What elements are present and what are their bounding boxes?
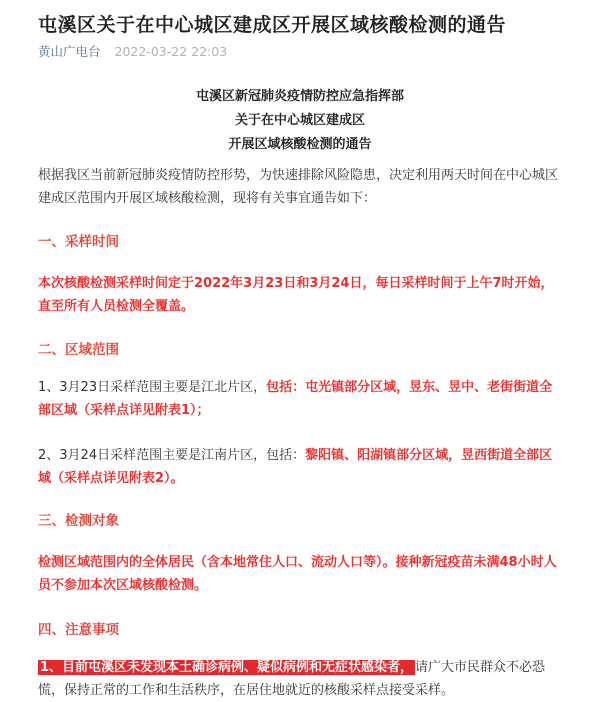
section-3-title: 三、检测对象 — [38, 513, 119, 529]
section-2-item-1 — [38, 376, 558, 422]
section-2-item-2-plain: 2、3月24日采样范围主要是江南片区，包括： — [38, 448, 306, 463]
section-2-item-2 — [38, 444, 558, 490]
section-2-item-1-plain: 1、3月23日采样范围主要是江北片区， — [38, 380, 267, 395]
section-1-title: 一、采样时间 — [38, 234, 119, 250]
section-2-title: 二、区域范围 — [38, 342, 119, 358]
section-2-item-2-red: 黎阳镇、阳湖镇部分区域，昱西街道全部区域（采样点详见附表2）。 — [38, 448, 553, 486]
notice-heading — [0, 85, 600, 157]
section-4-item-1 — [38, 656, 558, 702]
heading-line-1: 屯溪区新冠肺炎疫情防控应急指挥部 — [195, 89, 404, 104]
heading-line-3: 开展区域核酸检测的通告 — [228, 137, 372, 152]
section-2-item-1-red: 包括：屯光镇部分区域，昱东、昱中、老街街道全部区域（采样点详见附表1）； — [38, 380, 553, 418]
section-1-body: 本次核酸检测采样时间定于2022年3月23日和3月24日，每日采样时间于上午7时开始，直至所有人员检测全覆盖。 — [38, 276, 554, 314]
section-4-title: 四、注意事项 — [38, 622, 119, 638]
heading-line-2: 关于在中心城区建成区 — [234, 113, 365, 128]
section-4-item-1-plain: 请广大市民群众不必恐慌，保持正常的工作和生活秩序，在居住地就近的核酸采样点接受采样。 — [38, 660, 546, 698]
intro-paragraph: 根据我区当前新冠肺炎疫情防控形势，为快速排除风险隐患，决定利用两天时间在中心城区建成区范围内开展区域核酸检测，现将有关事宜通告如下： — [38, 168, 559, 206]
section-3-body: 检测区域范围内的全体居民（含本地常住人口、流动人口等）。接种新冠疫苗未满48小时人员不参加本次区域核酸检测。 — [38, 555, 557, 593]
publish-date: 2022-03-22 22:03 — [114, 44, 228, 59]
source-link[interactable]: 黄山广电台 — [38, 44, 101, 59]
article-title: 屯溪区关于在中心城区建成区开展区域核酸检测的通告 — [38, 14, 507, 36]
article-meta — [38, 42, 227, 60]
section-4-item-1-highlight: 1、目前屯溪区未发现本土确诊病例、疑似病例和无症状感染者， — [40, 660, 414, 675]
